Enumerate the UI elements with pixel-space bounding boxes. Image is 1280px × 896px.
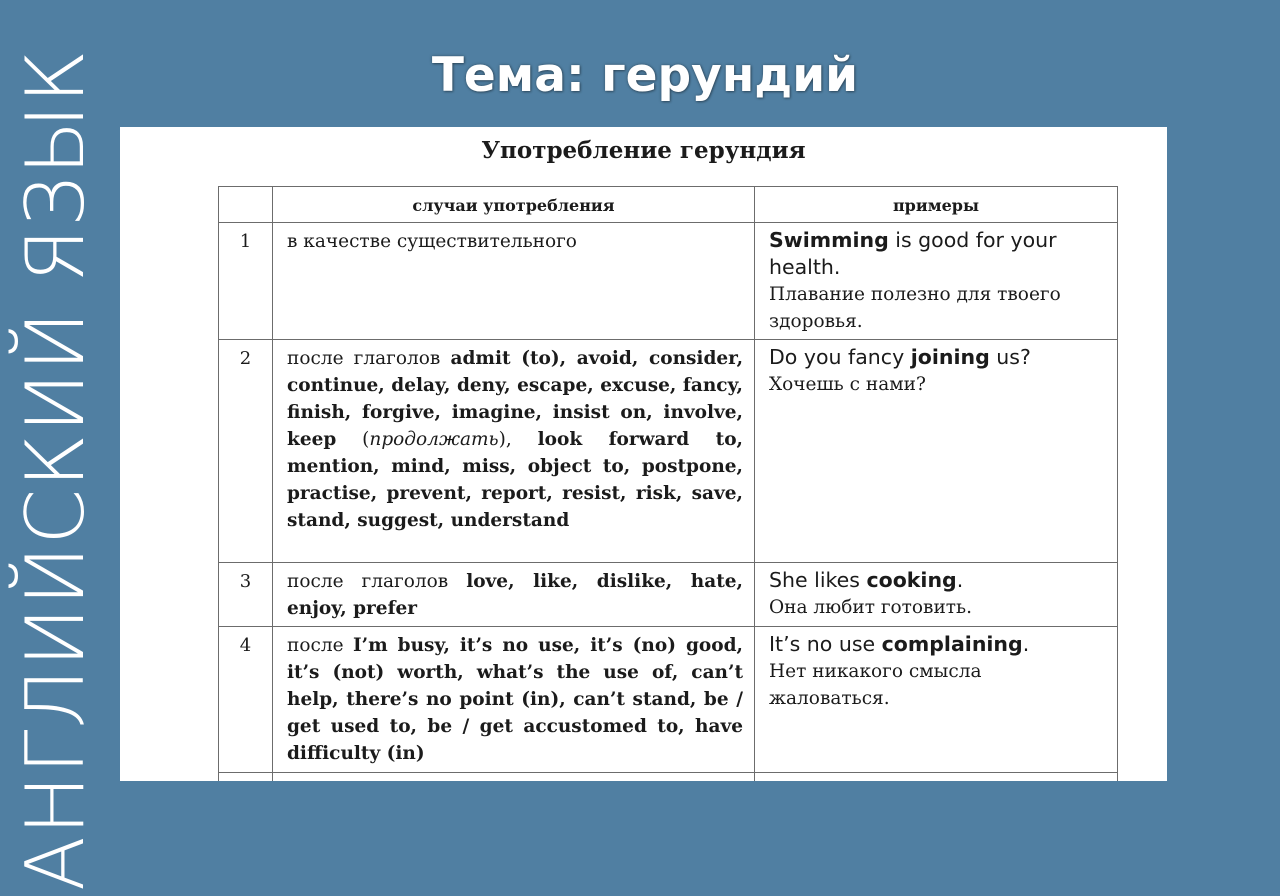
- table-row: [219, 340, 1118, 563]
- table-row-cut-off: [219, 773, 1118, 782]
- italic-text-run: продолжать: [369, 429, 499, 450]
- textbook-page: [120, 127, 1167, 781]
- example-english: [769, 567, 1107, 594]
- text-run: It’s no use: [769, 632, 882, 656]
- text-run: после глаголов: [287, 348, 451, 369]
- text-run: после: [287, 635, 353, 656]
- text-run: Do you fancy: [769, 345, 911, 369]
- example-russian: Плавание полезно для твоего здоровья.: [769, 284, 1061, 332]
- example-cell: [755, 223, 1118, 340]
- example-english: [769, 227, 1107, 281]
- text-run: (: [336, 429, 370, 450]
- bold-text-run: admit (to), avoid, consider, continue, delay, deny, escape, excuse, fancy, finish, forgive, imagine, insist on, involve, keep: [287, 348, 744, 450]
- bold-text-run: Swimming: [769, 228, 889, 252]
- text-run: .: [1022, 632, 1030, 656]
- table-row: [219, 223, 1118, 340]
- example-cell: [755, 627, 1118, 773]
- header-number-cell: [219, 187, 273, 223]
- row-number: 2: [219, 340, 273, 563]
- example-english: [769, 631, 1107, 658]
- row-number: 4: [219, 627, 273, 773]
- example-russian: Нет никакого смысла жаловаться.: [769, 661, 982, 709]
- usage-cell: [273, 627, 755, 773]
- row-number: 1: [219, 223, 273, 340]
- table-row: [219, 627, 1118, 773]
- text-run: us?: [989, 345, 1031, 369]
- table-header-row: [219, 187, 1118, 223]
- table-row: [219, 563, 1118, 627]
- header-usage-cases: случаи употребления: [273, 187, 755, 223]
- vertical-subject-title: АНГЛИЙСКИЙ ЯЗЫК: [9, 48, 102, 891]
- example-russian: Она любит готовить.: [769, 597, 972, 618]
- text-run: после глаголов: [287, 571, 467, 592]
- empty-cell: [755, 773, 1118, 782]
- text-run: is good for your health.: [769, 228, 1057, 279]
- page-title: Тема: герундий: [431, 48, 859, 103]
- row-number: 3: [219, 563, 273, 627]
- bold-text-run: complaining: [881, 632, 1023, 656]
- example-russian: Хочешь с нами?: [769, 374, 926, 395]
- text-run: She likes: [769, 568, 867, 592]
- example-cell: [755, 340, 1118, 563]
- text-run: ),: [498, 429, 538, 450]
- usage-cell: [273, 340, 755, 563]
- header-examples: примеры: [755, 187, 1118, 223]
- bold-text-run: look forward to, mention, mind, miss, object to, postpone, practise, prevent, report, resist, risk, save, stand, suggest, understand: [287, 429, 743, 531]
- empty-cell: [273, 773, 755, 782]
- table-title: Употребление герундия: [481, 137, 806, 164]
- usage-cell: [273, 563, 755, 627]
- example-english: [769, 344, 1107, 371]
- empty-cell: [219, 773, 273, 782]
- usage-cell: [273, 223, 755, 340]
- gerund-usage-table: [218, 186, 1118, 781]
- example-cell: [755, 563, 1118, 627]
- bold-text-run: joining: [910, 345, 990, 369]
- bold-text-run: cooking: [866, 568, 957, 592]
- text-run: в качестве существительного: [287, 231, 577, 252]
- bold-text-run: love, like, dislike, hate, enjoy, prefer: [287, 571, 743, 619]
- text-run: .: [956, 568, 964, 592]
- bold-text-run: I’m busy, it’s no use, it’s (no) good, it’s (not) worth, what’s the use of, can’t help, there’s no point (in), can’t stand, be / get used to, be / get accustomed to, have difficulty (in): [287, 635, 743, 764]
